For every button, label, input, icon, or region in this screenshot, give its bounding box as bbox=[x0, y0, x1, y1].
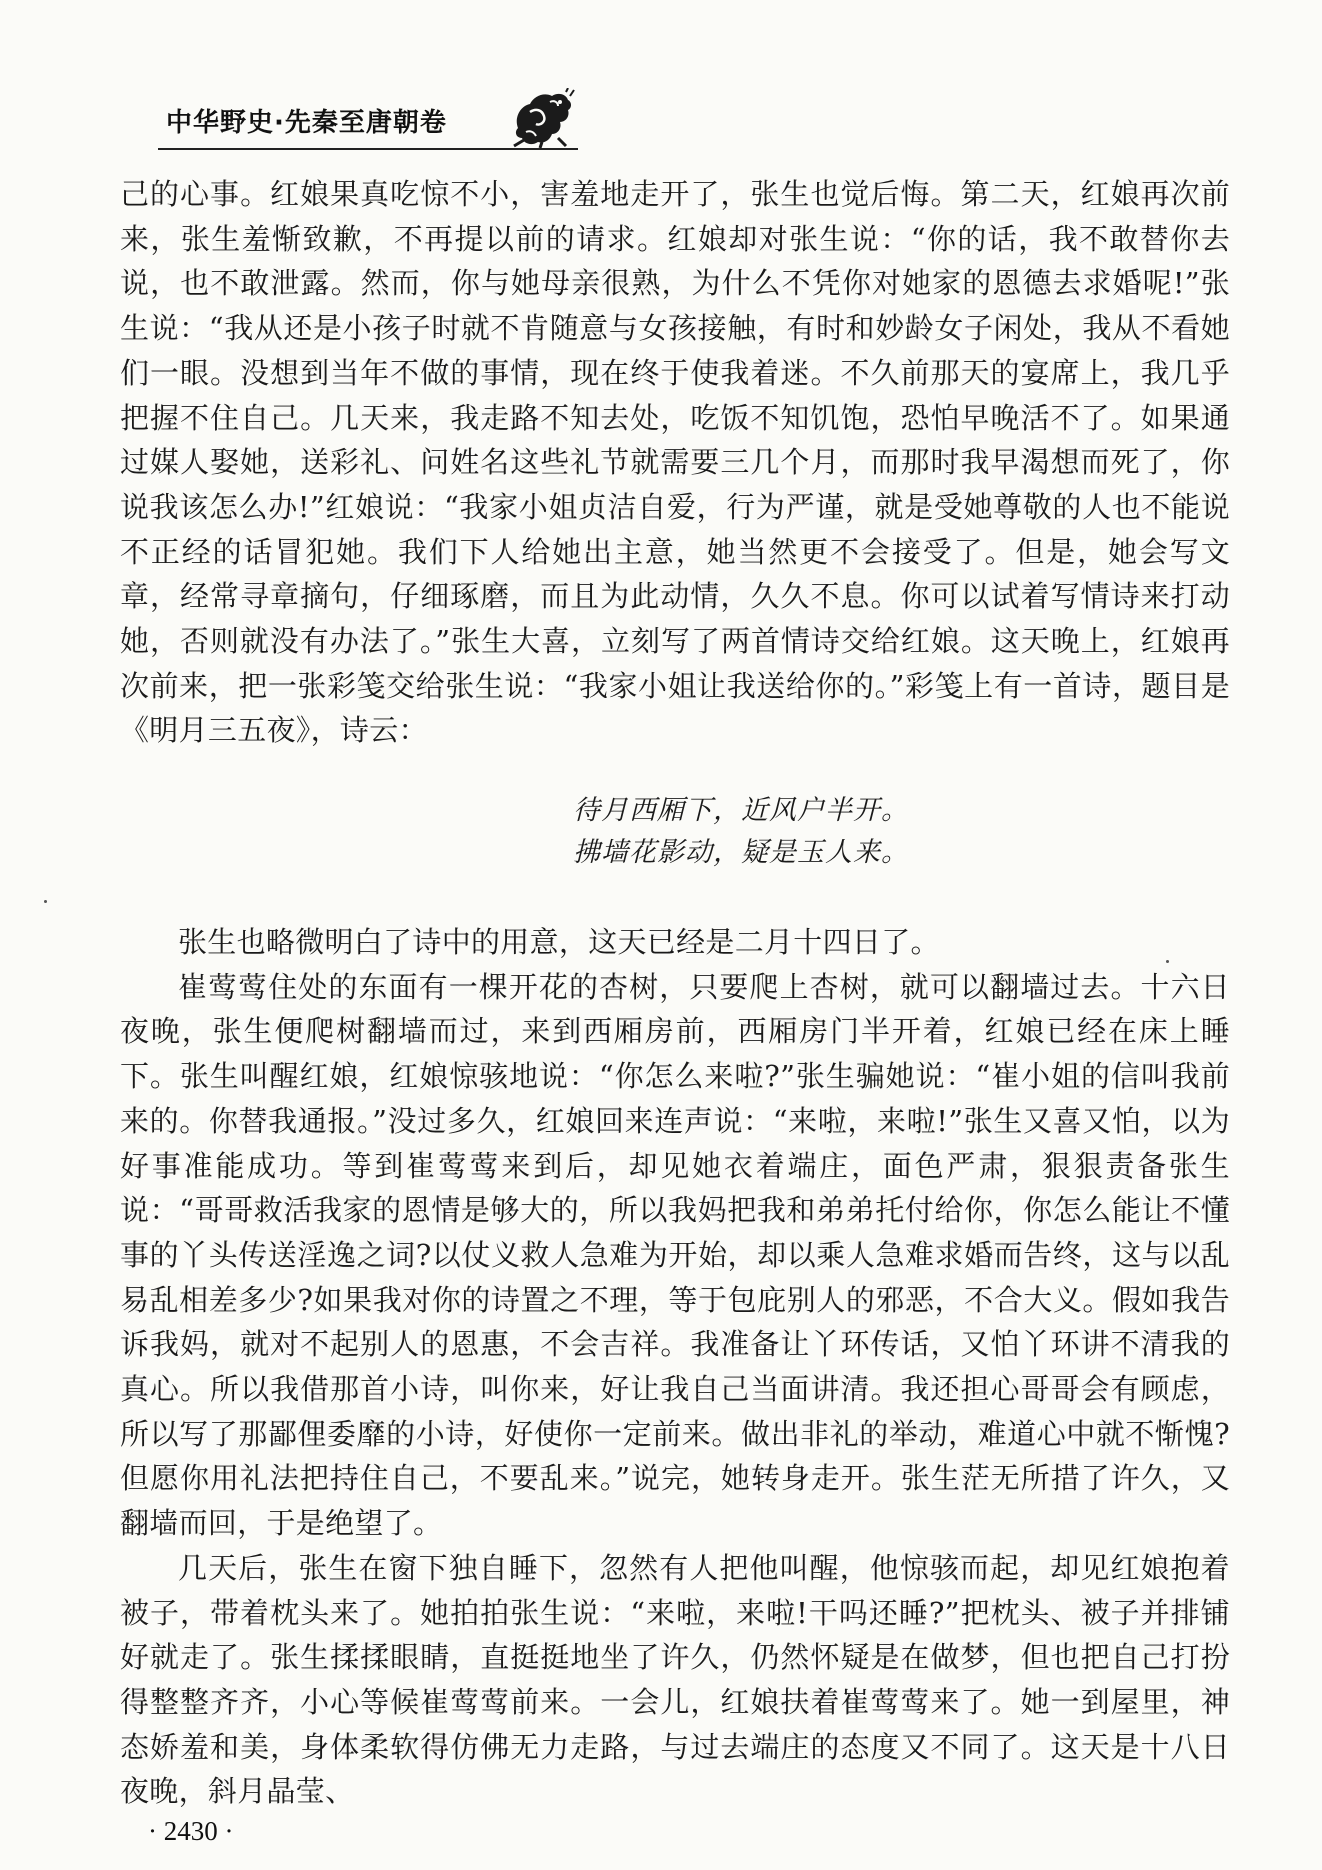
text-block-top bbox=[120, 172, 1230, 753]
poem-line: 拂墙花影动，疑是玉人来。 bbox=[573, 837, 909, 868]
dragon-icon bbox=[510, 88, 576, 150]
paragraph: 几天后，张生在窗下独自睡下，忽然有人把他叫醒，他惊骇而起，却见红娘抱着被子，带着枕头来了。她拍拍张生说：“来啦，来啦!干吗还睡?”把枕头、被子并排铺好就走了。张生揉揉眼睛，直挺挺地坐了许久，仍然怀疑是在做梦，但也把自己打扮得整整齐齐，小心等候崔莺莺前来。一会儿，红娘扶着崔莺莺来了。她一到屋里，神态娇羞和美，身体柔软得仿佛无力走路，与过去端庄的态度又不同了。这天是十八日夜晚，斜月晶莹、 bbox=[120, 1550, 1230, 1809]
poem bbox=[0, 790, 1322, 874]
paragraph: 张生也略微明白了诗中的用意，这天已经是二月十四日了。 bbox=[178, 925, 940, 959]
poem-line: 待月西厢下，近风户半开。 bbox=[573, 795, 909, 826]
scan-speck bbox=[44, 900, 47, 903]
paragraph: 己的心事。红娘果真吃惊不小，害羞地走开了，张生也觉后悔。第二天，红娘再次前来，张生羞惭致歉，不再提以前的请求。红娘却对张生说：“你的话，我不敢替你去说，也不敢泄露。然而，你与她母亲很熟，为什么不凭你对她家的恩德去求婚呢!”张生说：“我从还是小孩子时就不肯随意与女孩接触，有时和妙龄女子闲处，我从不看她们一眼。没想到当年不做的事情，现在终于使我着迷。不久前那天的宴席上，我几乎把握不住自己。几天来，我走路不知去处，吃饭不知饥饱，恐怕早晚活不了。如果通过媒人娶她，送彩礼、问姓名这些礼节就需要三几个月，而那时我早渴想而死了，你说我该怎么办!”红娘说：“我家小姐贞洁自爱，行为严谨，就是受她尊敬的人也不能说不正经的话冒犯她。我们下人给她出主意，她当然更不会接受了。但是，她会写文章，经常寻章摘句，仔细琢磨，而且为此动情，久久不息。你可以试着写情诗来打动她，否则就没有办法了。”张生大喜，立刻写了两首情诗交给红娘。这天晚上，红娘再次前来，把一张彩笺交给张生说：“我家小姐让我送给你的。”彩笺上有一首诗，题目是《明月三五夜》，诗云： bbox=[120, 177, 1230, 748]
paragraph: 崔莺莺住处的东面有一棵开花的杏树，只要爬上杏树，就可以翻墙过去。十六日夜晚，张生便爬树翻墙而过，来到西厢房前，西厢房门半开着，红娘已经在床上睡下。张生叫醒红娘，红娘惊骇地说：“你怎么来啦?”张生骗她说：“崔小姐的信叫我前来的。你替我通报。”没过多久，红娘回来连声说：“来啦，来啦!”张生又喜又怕，以为好事准能成功。等到崔莺莺来到后，却见她衣着端庄，面色严肃，狠狠责备张生说：“哥哥救活我家的恩情是够大的，所以我妈把我和弟弟托付给你，你怎么能让不懂事的丫头传送淫逸之词?以仗义救人急难为开始，却以乘人急难求婚而告终，这与以乱易乱相差多少?如果我对你的诗置之不理，等于包庇别人的邪恶，不合大义。假如我告诉我妈，就对不起别人的恩惠，不会吉祥。我准备让丫环传话，又怕丫环讲不清我的真心。所以我借那首小诗，叫你来，好让我自己当面讲清。我还担心哥哥会有顾虑，所以写了那鄙俚委靡的小诗，好使你一定前来。做出非礼的举动，难道心中就不惭愧?但愿你用礼法把持住自己，不要乱来。”说完，她转身走开。张生茫无所措了许久，又翻墙而回，于是绝望了。 bbox=[120, 969, 1230, 1541]
scan-speck bbox=[1166, 960, 1169, 963]
book-title: 中华野史·先秦至唐朝卷 bbox=[166, 108, 447, 138]
page-number: · 2430 · bbox=[148, 1816, 234, 1846]
text-block-bottom bbox=[120, 920, 1230, 1814]
